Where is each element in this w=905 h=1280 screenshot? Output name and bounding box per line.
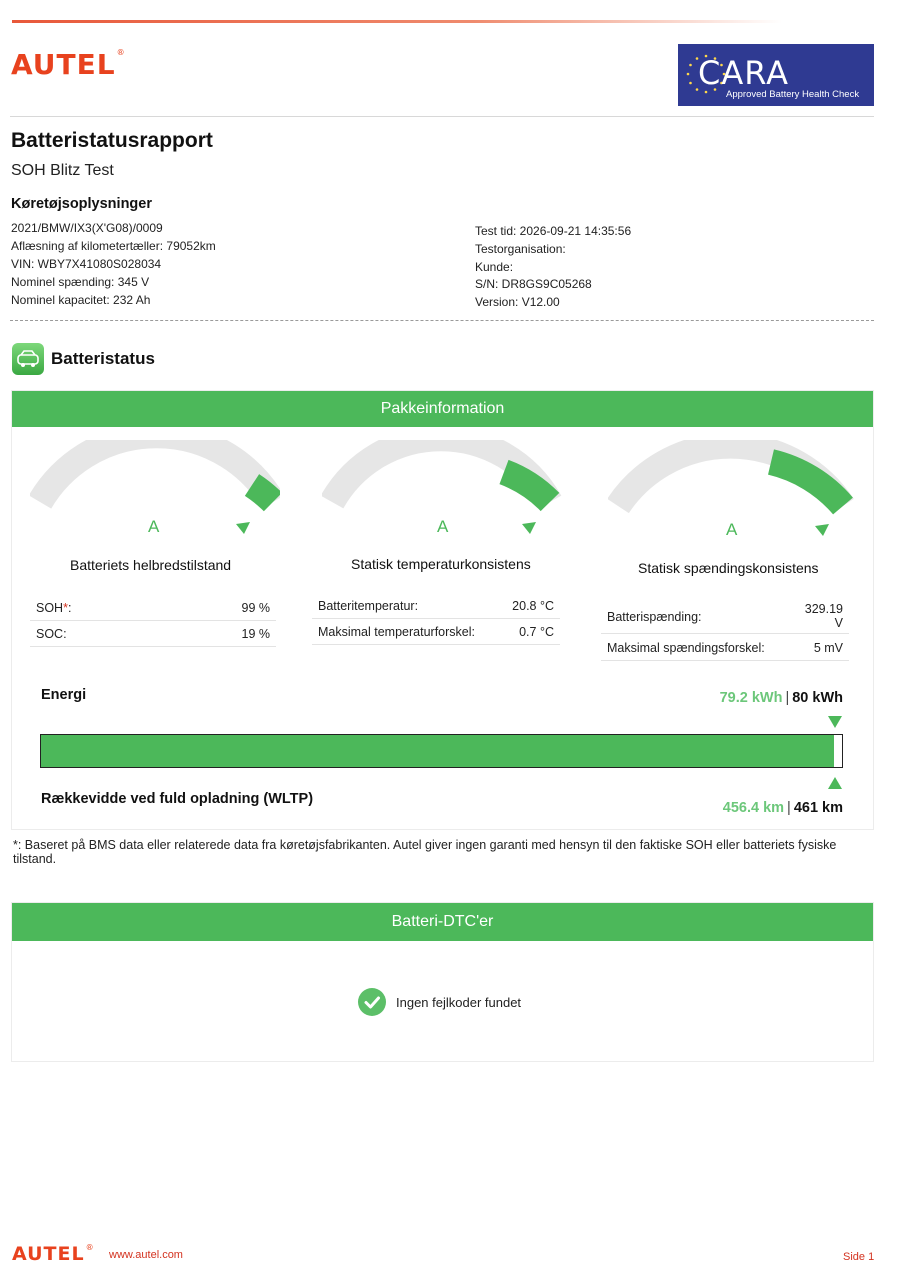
- test-organisation: Testorganisation:: [475, 242, 566, 256]
- soh-key: SOH: [36, 601, 64, 615]
- vehicle-info-heading: Køretøjsoplysninger: [11, 196, 152, 212]
- soh-value: 99 %: [241, 601, 270, 615]
- battery-voltage-value: 329.19: [804, 602, 843, 616]
- dtc-header: Batteri-DTC'er: [12, 903, 873, 941]
- voltage-gauge-label: Statisk spændingskonsistens: [638, 560, 819, 576]
- max-voltage-diff-value: 5 mV: [813, 641, 843, 655]
- range-values: [723, 800, 843, 816]
- max-voltage-diff-key: Maksimal spændingsforskel:: [607, 641, 765, 655]
- footer-url-link[interactable]: www.autel.com: [109, 1249, 183, 1261]
- pack-info-header: Pakkeinformation: [12, 391, 873, 427]
- battery-voltage-row: [601, 598, 849, 634]
- energy-label: Energi: [41, 687, 87, 703]
- soc-value: 19 %: [241, 627, 270, 641]
- header-accent-line: [12, 20, 782, 23]
- soh-key-colon: :: [67, 601, 72, 615]
- max-temperature-diff-key: Maksimal temperaturforskel:: [318, 625, 475, 639]
- range-marker-icon: [828, 777, 842, 789]
- energy-total: 80 kWh: [792, 690, 843, 706]
- vin: VIN: WBY7X41080S028034: [11, 257, 162, 271]
- soh-metrics: [30, 596, 276, 648]
- energy-current: 79.2 kWh: [719, 690, 783, 706]
- energy-bar: [40, 734, 843, 768]
- soh-gauge-fill: [252, 485, 273, 502]
- page-number: Side 1: [843, 1251, 875, 1263]
- serial-number: S/N: DR8GS9C05268: [475, 277, 592, 291]
- soh-gauge-label: Batteriets helbredstilstand: [70, 557, 232, 573]
- battery-car-icon: [12, 343, 44, 375]
- soh-gauge-indicator: [236, 522, 250, 534]
- customer: Kunde:: [475, 260, 514, 274]
- temperature-gauge-label: Statisk temperaturkonsistens: [351, 556, 531, 572]
- software-version: Version: V12.00: [475, 295, 560, 309]
- cara-badge: [678, 44, 874, 106]
- energy-values: [720, 690, 843, 706]
- max-temperature-diff-value: 0.7 °C: [519, 625, 554, 639]
- battery-voltage-key: Batterispænding:: [607, 610, 702, 624]
- range-total: 461 km: [793, 800, 843, 816]
- battery-temperature-value: 20.8 °C: [512, 599, 554, 613]
- nominal-capacity: Nominel kapacitet: 232 Ah: [11, 293, 151, 307]
- soc-row: [30, 622, 276, 647]
- soh-row: [30, 596, 276, 621]
- soh-footnote-mark: *: [63, 601, 68, 615]
- range-label: Rækkevidde ved fuld opladning (WLTP): [41, 791, 314, 807]
- temperature-metrics: [312, 594, 560, 646]
- voltage-metrics: [601, 598, 849, 662]
- max-voltage-diff-row: [601, 635, 849, 661]
- cara-title: CARA: [698, 54, 790, 92]
- check-circle-icon: [358, 988, 386, 1016]
- vehicle-model: 2021/BMW/IX3(X'G08)/0009: [11, 221, 163, 235]
- energy-marker-icon: [828, 716, 842, 728]
- footer-autel-logo: AUTEL®: [12, 1243, 95, 1265]
- battery-temperature-key: Batteritemperatur:: [318, 599, 419, 613]
- nominal-voltage: Nominel spænding: 345 V: [11, 275, 150, 289]
- header-divider: [10, 116, 874, 117]
- section-divider: [10, 320, 874, 321]
- max-temperature-diff-row: [312, 620, 560, 645]
- battery-temperature-row: [312, 594, 560, 619]
- footnote: *: Baseret på BMS data eller relaterede data fra køretøjsfabrikanten. Autel giver ingen garanti med hensyn til den faktiske SOH eller batteriets fysiske tilstand.: [13, 838, 837, 866]
- temperature-grade: A: [437, 517, 449, 536]
- soc-key: SOC:: [36, 627, 67, 641]
- test-time: Test tid: 2026-09-21 14:35:56: [475, 224, 632, 238]
- dtc-panel: [11, 902, 874, 1062]
- dtc-message: Ingen fejlkoder fundet: [396, 995, 522, 1010]
- report-title: Batteristatusrapport: [11, 129, 213, 152]
- report-subtitle: SOH Blitz Test: [11, 162, 114, 179]
- range-separator: |: [787, 800, 791, 816]
- autel-logo: AUTEL®: [11, 48, 126, 81]
- cara-subtitle: Approved Battery Health Check: [726, 89, 860, 100]
- voltage-gauge-indicator: [815, 524, 829, 536]
- voltage-gauge-fill: [771, 462, 843, 506]
- voltage-grade: A: [726, 520, 738, 539]
- energy-separator: |: [785, 690, 790, 706]
- temperature-gauge-indicator: [522, 522, 536, 534]
- odometer: Aflæsning af kilometertæller: 79052km: [11, 239, 216, 253]
- soh-grade: A: [148, 517, 160, 536]
- range-current: 456.4 km: [722, 800, 785, 816]
- energy-bar-fill: [41, 735, 834, 767]
- battery-voltage-unit: V: [834, 616, 843, 630]
- battery-status-title: Batteristatus: [51, 349, 155, 368]
